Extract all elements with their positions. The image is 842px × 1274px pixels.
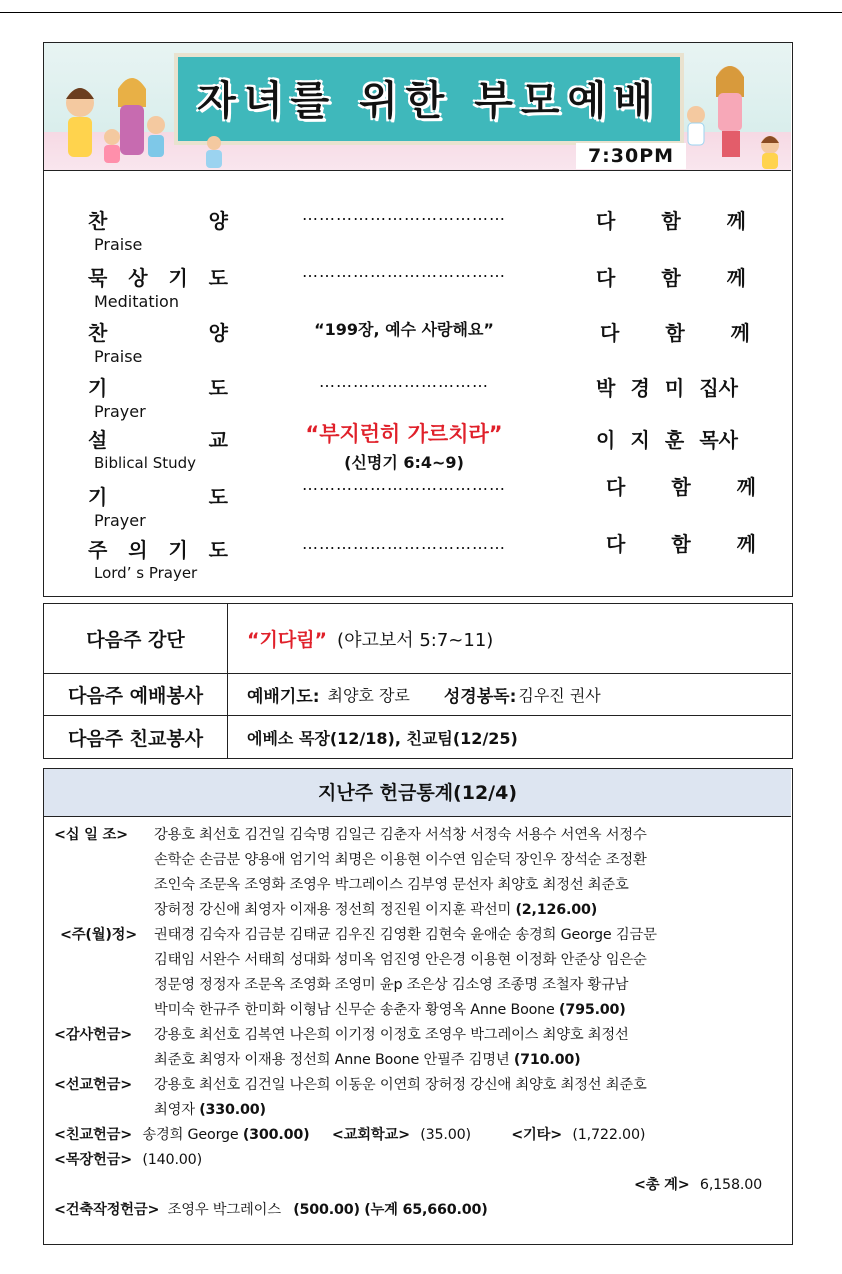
order-item-detail: ……………………………… [302, 262, 506, 281]
tithe-amount: (2,126.00) [515, 902, 598, 918]
mission-names: 강용호 최선호 김건일 나은희 이동운 이연희 장허정 강신애 최양호 최정선 최준호 [154, 1077, 647, 1093]
order-item-korean: 설 교 [88, 428, 228, 452]
total-line [634, 1174, 762, 1194]
total-amount: 6,158.00 [699, 1177, 762, 1193]
building-offering-amount: (500.00) [293, 1202, 360, 1218]
top-rule [0, 12, 842, 13]
order-of-worship [43, 42, 793, 597]
building-offering-line [54, 1199, 488, 1219]
weekly-names: 정문영 정정자 조문옥 조영화 조영미 윤p 조은상 김소영 조종명 조철자 황규남 [154, 977, 629, 993]
order-item-detail: ……………………………… [302, 205, 506, 224]
school-offering-amount: (35.00) [420, 1127, 471, 1143]
next-week-fellowship-row [44, 716, 791, 758]
prayer-name: 최양호 장로 [327, 686, 410, 705]
total-label: <총 계> [634, 1177, 690, 1193]
order-item-english: Praise [94, 347, 143, 366]
order-item-leader: 다 함 께 [606, 532, 756, 556]
sermon-title: “부지런히 가르치라” [305, 422, 503, 446]
pulpit-value [247, 604, 493, 673]
child-illustration [194, 135, 234, 171]
fellowship-offering-line [54, 1124, 645, 1144]
next-week-table [43, 603, 793, 759]
building-offering-label: <건축작정헌금> [54, 1202, 160, 1218]
order-item-english: Meditation [94, 292, 179, 311]
weekly-names: 김태임 서완수 서태희 성대화 성미옥 엄진영 안은경 이용현 이정화 안준상 임은순 [154, 952, 647, 968]
hymn-title: “199장, 예수 사랑해요” [314, 320, 494, 339]
order-item-leader: 박 경 미 집사 [596, 376, 738, 400]
order-item-english: Lord’ s Prayer [94, 564, 198, 582]
mission-names: 최영자 (330.00) [154, 1102, 266, 1118]
weekly-names: 권태경 김숙자 김금분 김태균 김우진 김영환 김현숙 윤애순 송경희 George 김금문 [154, 927, 657, 943]
mission-label: <선교헌금> [54, 1077, 133, 1093]
order-item-leader: 다 함 께 [596, 266, 746, 290]
weekly-names: 박미숙 한규주 한미화 이형남 신무순 송춘자 황영옥 Anne Boone (795.00) [154, 1002, 626, 1018]
next-week-pulpit-row [44, 604, 791, 674]
fellowship-value: 에베소 목장(12/18), 친교팀(12/25) [247, 728, 518, 748]
pulpit-reference: (야고보서 5:7~11) [337, 629, 494, 651]
weekly-label: <주(월)정> [60, 927, 138, 943]
order-item [44, 534, 791, 590]
tithe-names: 조인숙 조문옥 조영화 조영우 박그레이스 김부영 문선자 최양호 최정선 최준호 [154, 877, 629, 893]
order-item-english: Prayer [94, 511, 146, 530]
order-item-leader: 다 함 께 [600, 321, 750, 345]
service-value [247, 674, 601, 715]
order-item [44, 262, 791, 318]
banner [44, 43, 791, 171]
sermon-title-block [276, 418, 532, 473]
tithe-names: 강용호 최선호 김건일 김숙명 김일근 김춘자 서석창 서정숙 서용수 서연옥 서정수 [154, 827, 647, 843]
order-item-detail: ……………………………… [302, 534, 506, 553]
pulpit-label: 다음주 강단 [44, 604, 228, 673]
pulpit-sermon-title: “기다림” [247, 629, 328, 651]
service-time: 7:30PM [576, 143, 686, 169]
cell-offering-label: <목장헌금> [54, 1152, 133, 1168]
cell-offering-amount: (140.00) [142, 1152, 202, 1168]
order-item-korean: 찬 양 [88, 321, 228, 345]
thanks-names: 최준호 최영자 이재용 정선희 Anne Boone 안필주 김명년 (710.00) [154, 1052, 581, 1068]
order-item-leader: 이 지 훈 목사 [596, 428, 738, 452]
order-item-detail: ……………………………… [302, 475, 506, 494]
fellowship-offering-names: 송경희 George [142, 1127, 239, 1143]
order-item-english: Prayer [94, 402, 146, 421]
thanks-names: 강용호 최선호 김복연 나은희 이기정 이정호 조영우 박그레이스 최양호 최정선 [154, 1027, 629, 1043]
sermon-reference: (신명기 6:4~9) [344, 453, 464, 472]
order-item-korean: 찬 양 [88, 209, 228, 233]
fellowship-label: 다음주 친교봉사 [44, 716, 228, 758]
fellowship-offering-label: <친교헌금> [54, 1127, 133, 1143]
tithe-names: 손학순 손금분 양용애 엄기억 최명은 이용현 이수연 임순덕 장인우 장석순 조정환 [154, 852, 647, 868]
fellowship-offering-amount: (300.00) [242, 1127, 310, 1143]
next-week-service-row [44, 674, 791, 716]
order-item-leader: 다 함 께 [606, 475, 756, 499]
order-item [44, 205, 791, 261]
order-item-detail: ………………………… [319, 372, 489, 391]
building-offering-names: 조영우 박그레이스 [167, 1202, 281, 1218]
order-item-korean: 주 의 기 도 [88, 538, 228, 562]
service-label: 다음주 예배봉사 [44, 674, 228, 715]
order-item-korean: 기 도 [88, 485, 228, 509]
etc-offering-amount: (1,722.00) [572, 1127, 646, 1143]
etc-offering-label: <기타> [511, 1127, 563, 1143]
tithe-names: 장허정 강신애 최영자 이재용 정선희 정진원 이지훈 곽선미 (2,126.00) [154, 902, 598, 918]
mission-amount: (330.00) [199, 1102, 266, 1118]
weekly-amount: (795.00) [559, 1002, 626, 1018]
order-item-english: Biblical Study [94, 454, 196, 472]
offering-title: 지난주 헌금통계(12/4) [44, 769, 791, 817]
prayer-label: 예배기도: [247, 687, 320, 707]
order-item-leader: 다 함 께 [596, 209, 746, 233]
order-item [44, 317, 791, 373]
order-item-english: Praise [94, 235, 143, 254]
thanks-amount: (710.00) [513, 1052, 581, 1068]
banner-title: 자녀를 위한 부모예배 [197, 78, 661, 124]
cell-offering-line [54, 1149, 202, 1169]
school-offering-label: <교회학교> [331, 1127, 410, 1143]
reading-name: 김우진 권사 [518, 686, 601, 705]
order-item-korean: 기 도 [88, 376, 228, 400]
offering-statistics [43, 768, 793, 1245]
thanks-label: <감사헌금> [54, 1027, 133, 1043]
building-cumulative: (누계 65,660.00) [364, 1202, 488, 1218]
reading-label: 성경봉독: [443, 687, 517, 707]
order-item-korean: 묵 상 기 도 [88, 266, 228, 290]
tithe-label: <십 일 조> [54, 827, 128, 843]
